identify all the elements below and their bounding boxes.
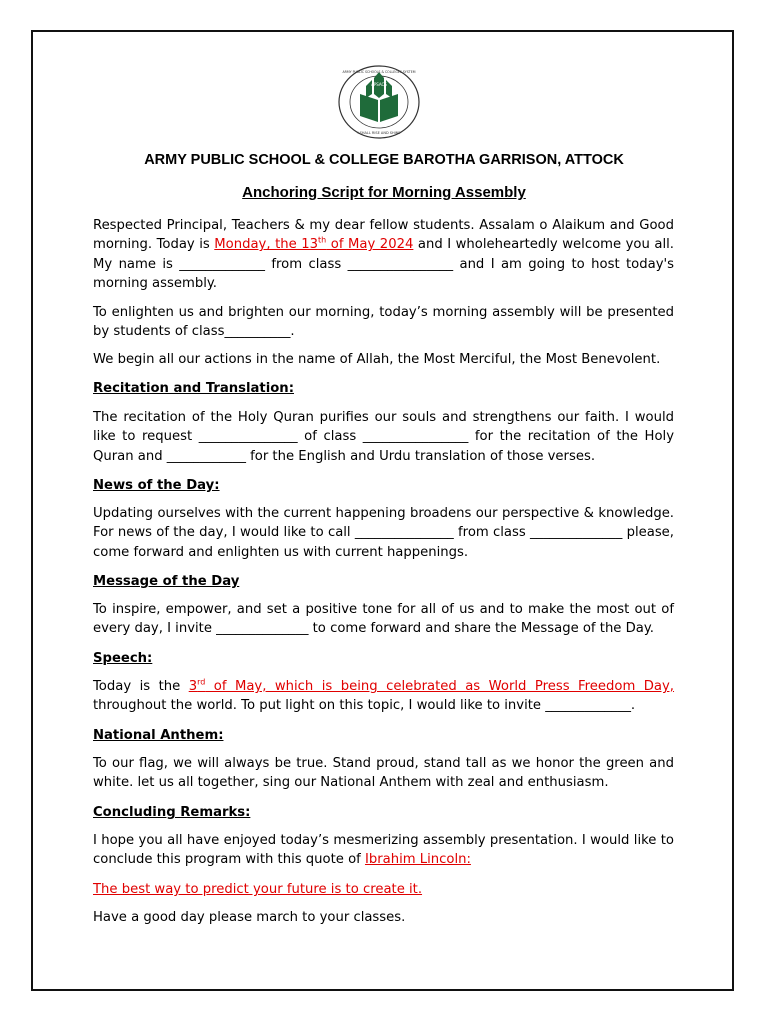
- news-text: Updating ourselves with the current happening broadens our perspective & knowledge. For news of the day, I would like to call _______________ from class ______________ please, come forward and enlighten us with current happenings.: [93, 506, 674, 560]
- logo-ring-text: ARMY PUBLIC SCHOOLS & COLLEGES SYSTEM: [342, 70, 416, 74]
- news-heading: News of the Day:: [93, 478, 220, 493]
- opening-line: We begin all our actions in the name of Allah, the Most Merciful, the Most Benevolent.: [93, 352, 661, 367]
- school-name: ARMY PUBLIC SCHOOL & COLLEGE BAROTHA GARRISON, ATTOCK: [144, 152, 624, 168]
- logo-center-text: APSACS: [371, 82, 387, 87]
- concluding-text: I hope you all have enjoyed today’s mesmerizing assembly presentation. I would like to conclude this program with this quote of Ibrahim Lincoln:: [93, 833, 674, 868]
- quote-text: The best way to predict your future is to create it.: [93, 882, 423, 897]
- speech-heading: Speech:: [93, 651, 153, 666]
- anthem-heading: National Anthem:: [93, 728, 224, 743]
- closing-line: Have a good day please march to your classes.: [93, 910, 406, 925]
- message-heading: Message of the Day: [93, 574, 240, 589]
- message-text: To inspire, empower, and set a positive tone for all of us and to make the most out of every day, I invite ______________ to come forward and share the Message of the Day.: [93, 602, 674, 637]
- recitation-text: The recitation of the Holy Quran purifies our souls and strengthens our faith. I would like to request _______________ of class ________________ for the recitation of the Holy Quran and ____________ for the English and Urdu translation of those verses.: [93, 410, 674, 464]
- presenter-paragraph: To enlighten us and brighten our morning, today’s morning assembly will be presented by students of class__________.: [93, 305, 674, 340]
- logo-motto: I SHALL RISE AND SHINE: [357, 131, 401, 135]
- script-title: Anchoring Script for Morning Assembly: [242, 184, 526, 201]
- speech-text: Today is the 3rd of May, which is being celebrated as World Press Freedom Day, throughout the world. To put light on this topic, I would like to invite _____________.: [93, 677, 675, 714]
- concluding-heading: Concluding Remarks:: [93, 805, 251, 820]
- school-logo: [334, 64, 424, 144]
- quote-author: Ibrahim Lincoln:: [364, 852, 471, 868]
- anthem-text: To our flag, we will always be true. Stand proud, stand tall as we honor the green and white. let us all together, sing our National Anthem with zeal and enthusiasm.: [93, 756, 674, 791]
- intro-paragraph: Respected Principal, Teachers & my dear fellow students. Assalam o Alaikum and Good morning. Today is Monday, the 13th of May 2024 and I wholeheartedly welcome you all. My name is _____________ from class ________________ and I am going to host today's morning assembly.: [93, 218, 674, 291]
- recitation-heading: Recitation and Translation:: [93, 381, 294, 396]
